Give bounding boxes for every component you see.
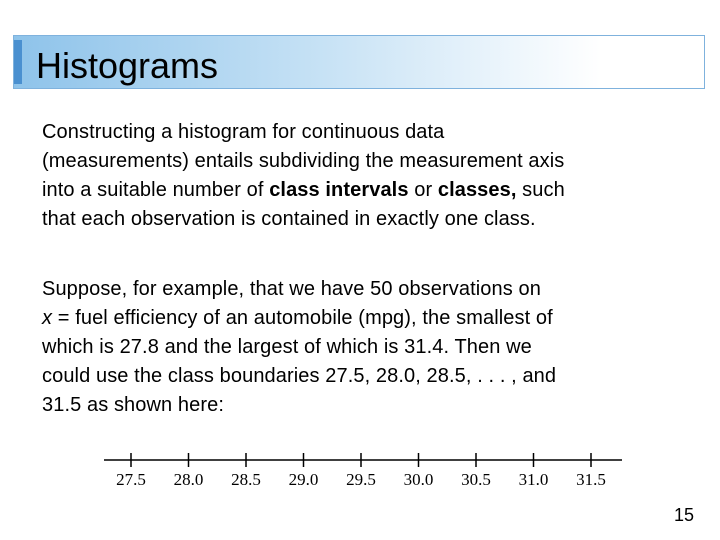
tick-label: 27.5 bbox=[116, 470, 146, 489]
page-number: 15 bbox=[673, 505, 694, 525]
term-classes: classes, bbox=[437, 179, 517, 201]
text-run: = fuel efficiency of an automobile (mpg), the smallest of bbox=[52, 307, 553, 329]
term-class-intervals: class intervals bbox=[269, 179, 409, 201]
tick-label: 29.0 bbox=[288, 470, 319, 489]
paragraph-line: which is 27.8 and the largest of which is 31.4. Then we bbox=[42, 336, 532, 358]
paragraph-line: (measurements) entails subdividing the measurement axis bbox=[42, 150, 565, 172]
tick-label: 31.0 bbox=[518, 470, 549, 489]
tick-label: 28.0 bbox=[173, 470, 204, 489]
text-run: such bbox=[516, 179, 565, 201]
paragraph-line: that each observation is contained in exactly one class. bbox=[42, 208, 536, 230]
tick-label: 31.5 bbox=[576, 470, 606, 489]
tick-label: 28.5 bbox=[231, 470, 261, 489]
slide-title: Histograms bbox=[36, 45, 219, 86]
paragraph-line: Constructing a histogram for continuous data bbox=[42, 121, 445, 143]
paragraph-line: could use the class boundaries 27.5, 28.0, 28.5, . . . , and bbox=[42, 365, 557, 387]
text-run: into a suitable number of bbox=[42, 179, 270, 201]
tick-label: 29.5 bbox=[346, 470, 376, 489]
paragraph-line: Suppose, for example, that we have 50 observations on bbox=[42, 278, 541, 300]
variable-x: x bbox=[42, 307, 53, 329]
tick-label: 30.0 bbox=[403, 470, 434, 489]
paragraph-line: 31.5 as shown here: bbox=[42, 394, 225, 416]
tick-label: 30.5 bbox=[461, 470, 491, 489]
text-run: or bbox=[408, 179, 438, 201]
number-line-ticks bbox=[116, 453, 606, 489]
